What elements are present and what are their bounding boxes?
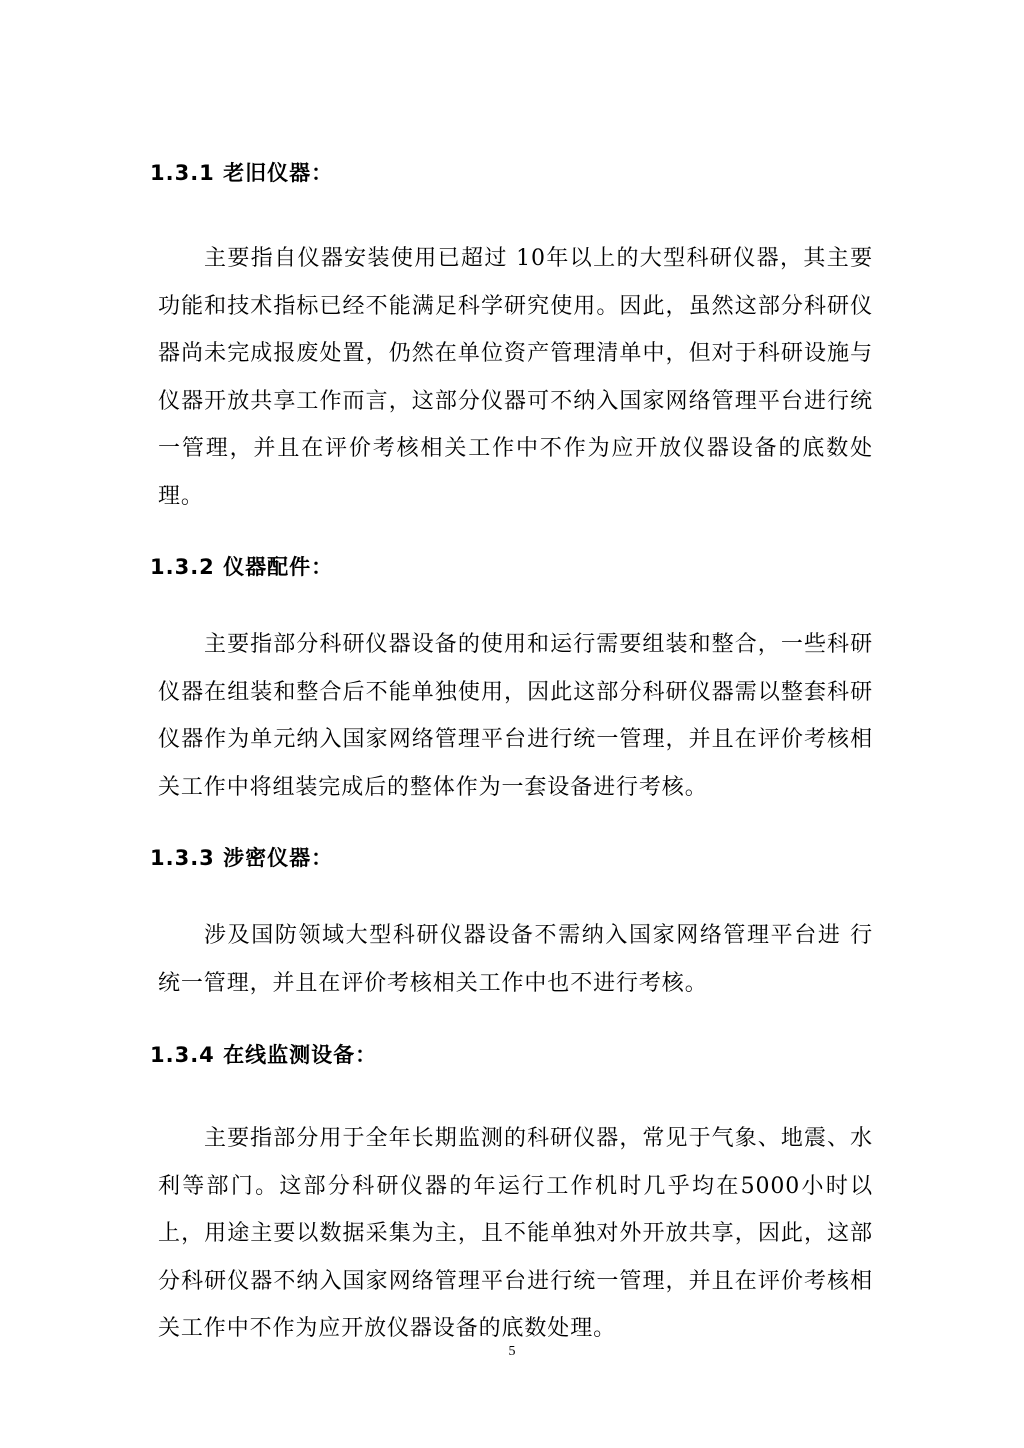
- section-heading-old-instruments: 1.3.1 老旧仪器：: [150, 161, 334, 185]
- section-heading-instrument-accessories: 1.3.2 仪器配件：: [150, 555, 334, 579]
- section-body-classified-instruments: 涉及国防领域大型科研仪器设备不需纳入国家网络管理平台进 行统一管理，并且在评价考核相关工作中也不进行考核。: [158, 923, 873, 996]
- section-body-online-monitoring: 主要指部分用于全年长期监测的科研仪器，常见于气象、地震、水利等部门。这部分科研仪器的年运行工作机时几乎均在5000小时以上，用途主要以数据采集为主，且不能单独对外开放共享，因此，这部分科研仪器不纳入国家网络管理平台进行统一管理，并且在评价考核相关工作中不作为应开放仪器设备的底数处理。: [158, 1126, 873, 1341]
- section-heading-classified-instruments: 1.3.3 涉密仪器：: [150, 846, 334, 870]
- page-number: 5: [508, 1344, 516, 1359]
- section-body-instrument-accessories: 主要指部分科研仪器设备的使用和运行需要组装和整合，一些科研仪器在组装和整合后不能单独使用，因此这部分科研仪器需以整套科研仪器作为单元纳入国家网络管理平台进行统一管理，并且在评价考核相关工作中将组装完成后的整体作为一套设备进行考核。: [158, 632, 873, 800]
- section-heading-online-monitoring: 1.3.4 在线监测设备：: [150, 1043, 378, 1067]
- section-body-old-instruments: 主要指自仪器安装使用已超过 10年以上的大型科研仪器，其主要功能和技术指标已经不能满足科学研究使用。因此，虽然这部分科研仪器尚未完成报废处置，仍然在单位资产管理清单中，但对于科研设施与仪器开放共享工作而言，这部分仪器可不纳入国家网络管理平台进行统一管理，并且在评价考核相关工作中不作为应开放仪器设备的底数处理。: [158, 246, 873, 509]
